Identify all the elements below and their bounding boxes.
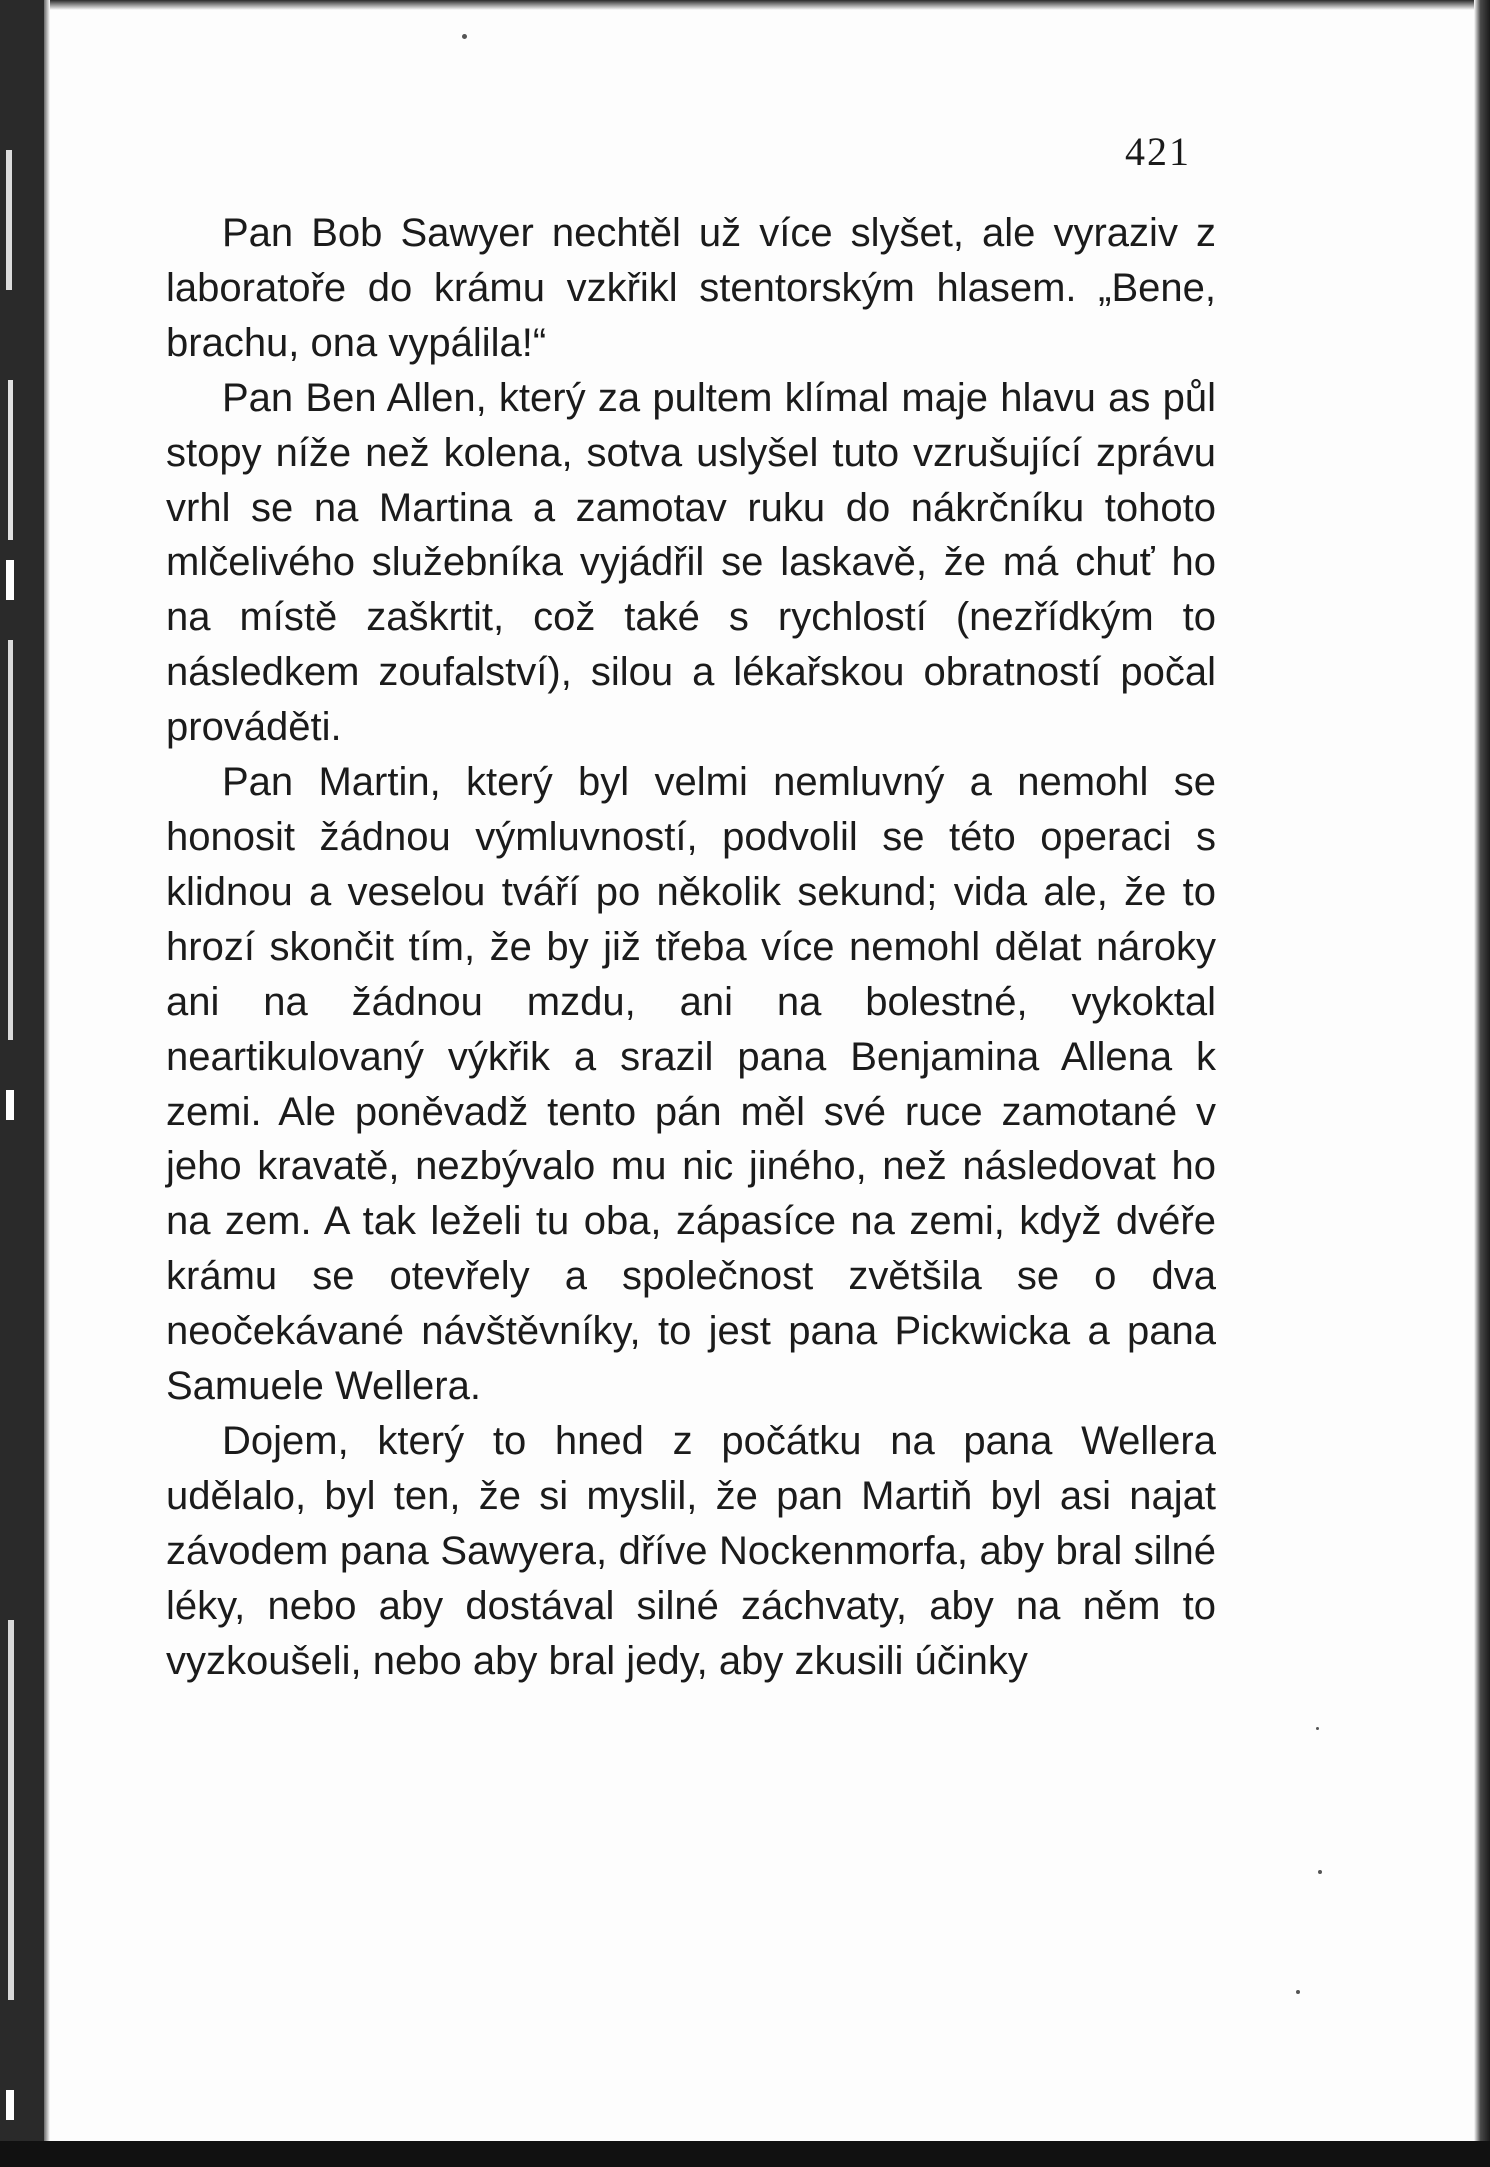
scan-edge-bottom: [0, 2141, 1490, 2167]
speck: [462, 34, 467, 39]
paragraph: Dojem, který to hned z počátku na pana Wellera udělalo, byl ten, že si myslil, že pan Martiň byl asi najat závodem pana Sawyera, dříve Nockenmorfa, aby bral silné léky, nebo aby dostával silné záchvaty, aby na něm to vyzkoušeli, nebo aby bral jedy, aby zkusili účinky: [166, 1418, 1216, 1683]
body-text: [166, 206, 1216, 1688]
speck: [1316, 1727, 1319, 1730]
page-number: 421: [1125, 129, 1191, 174]
paragraph: Pan Ben Allen, který za pultem klímal maje hlavu as půl stopy níže než kolena, sotva uslyšel tuto vzrušující zprávu vrhl se na Martina a zamotav ruku do nákrčníku tohoto mlčelivého služebníka vyjádřil se laskavě, že má chuť ho na místě zaškrtit, což také s rychlostí (nezřídkým to následkem zoufalství), silou a lékařskou obratností počal prováděti.: [166, 375, 1216, 750]
paragraph: Pan Martin, který byl velmi nemluvný a nemohl se honosit žádnou výmluvností, podvolil se této operaci s klidnou a veselou tváří po několik sekund; vida ale, že to hrozí skončit tím, že by již třeba více nemohl dělat nároky ani na žádnou mzdu, ani na bolestné, vykoktal neartikulovaný výkřik a srazil pana Benjamina Allena k zemi. Ale poněvadž tento pán měl své ruce zamotané v jeho kravatě, nezbývalo mu nic jiného, než následovat ho na zem. A tak leželi tu oba, zápasíce na zemi, když dvéře krámu se otevřely a společnost zvětšila se o dva neočekávané návštěvníky, to jest pana Pickwicka a pana Samuele Wellera.: [166, 760, 1216, 1409]
paragraph: Pan Bob Sawyer nechtěl už více slyšet, ale vyraziv z laboratoře do krámu vzkřikl stentorským hlasem. „Bene, brachu, ona vypálila!“: [166, 211, 1216, 365]
speck: [1318, 1870, 1322, 1874]
binding-marks: [0, 0, 60, 2167]
speck: [1296, 1990, 1300, 1994]
scan-edge-right: [1474, 0, 1490, 2167]
scan-edge-top: [0, 0, 1490, 10]
